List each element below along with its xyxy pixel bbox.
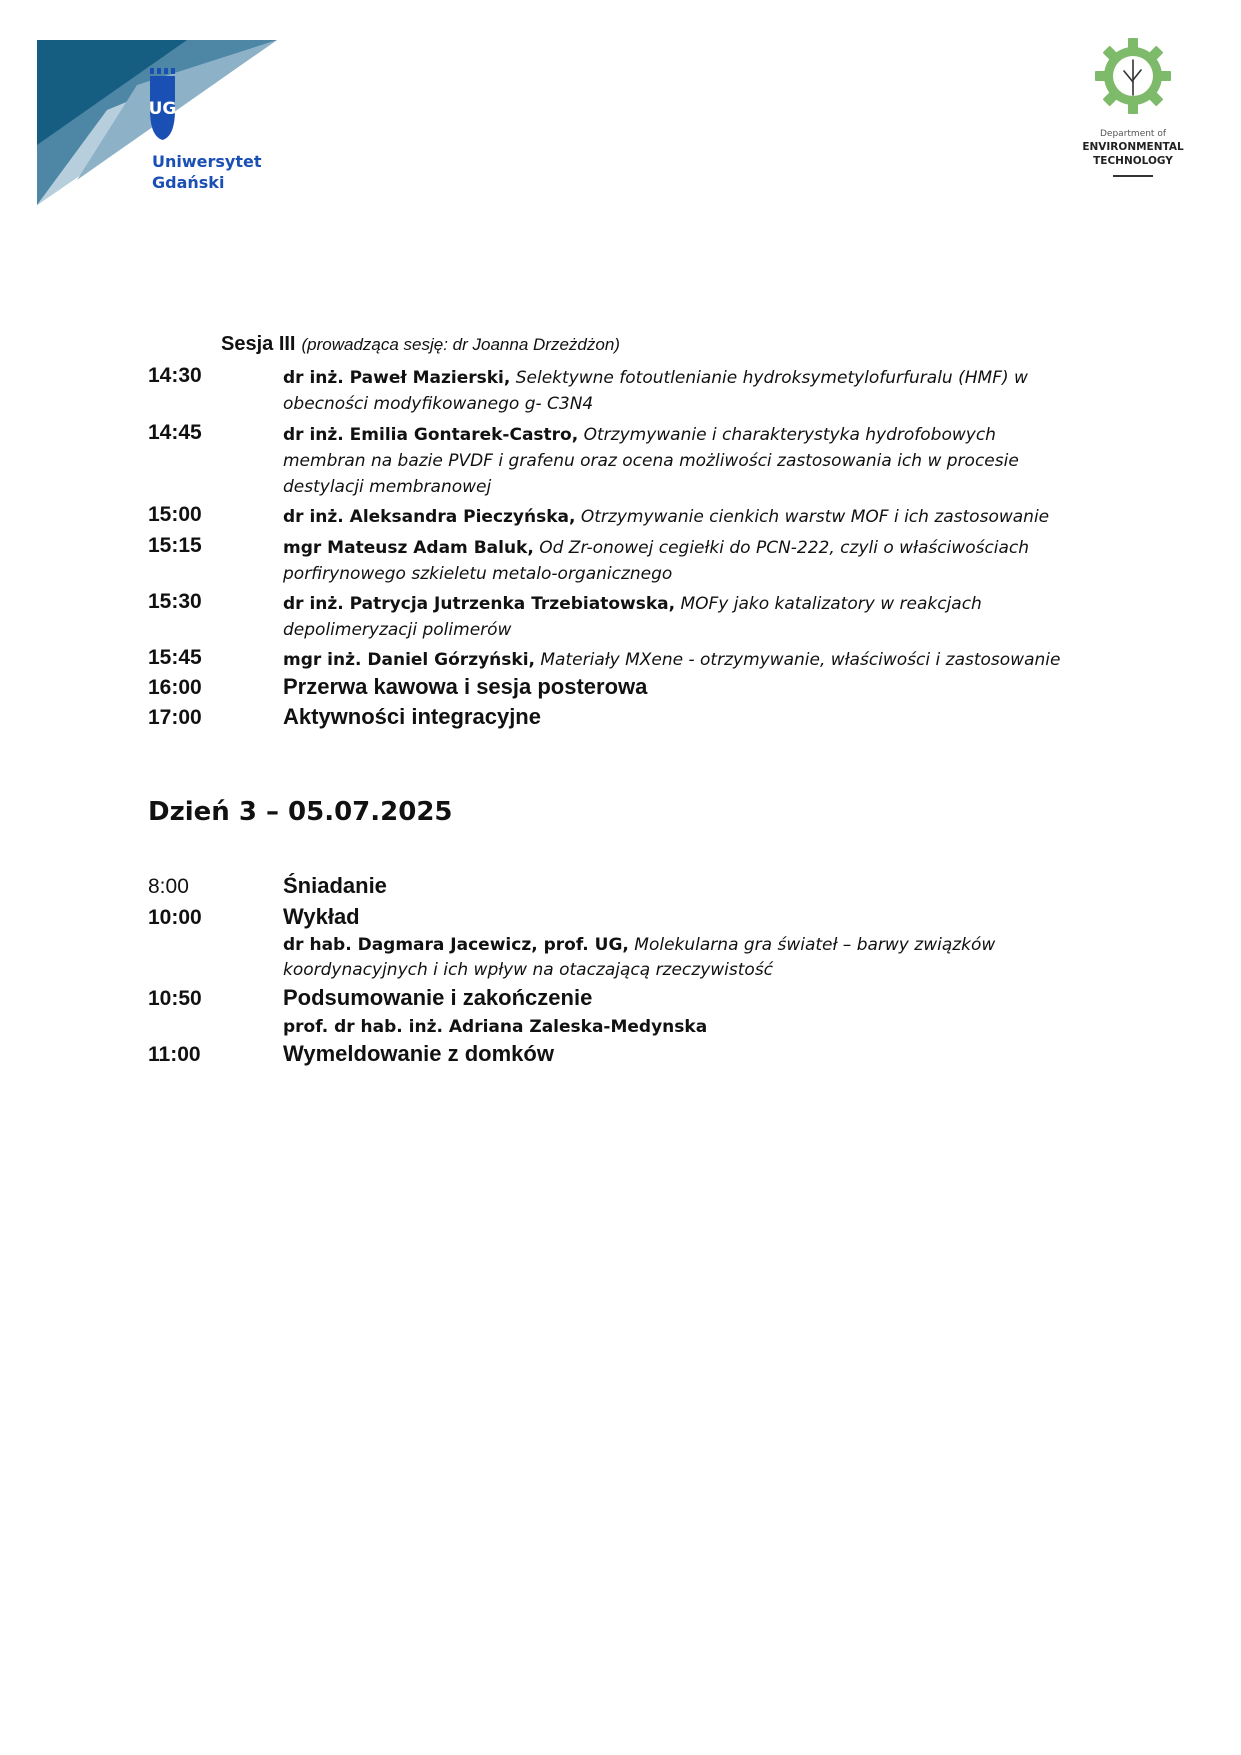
- session-chair: (prowadząca sesję: dr Joanna Drzeżdżon): [301, 335, 620, 354]
- department-prefix: Department of: [1100, 129, 1166, 139]
- talk-speaker: dr inż. Paweł Mazierski,: [283, 368, 511, 388]
- closing-speaker: prof. dr hab. inż. Adriana Zaleska-Medynska: [283, 1017, 708, 1037]
- talk-entry: [283, 591, 1083, 643]
- talk-entry: [283, 365, 1083, 417]
- day3-time: 11:00: [148, 1043, 201, 1066]
- talk-speaker: dr inż. Patrycja Jutrzenka Trzebiatowska,: [283, 594, 676, 614]
- talk-title: MOFy jako katalizatory w reakcjach depolimeryzacji polimerów: [283, 594, 982, 640]
- talk-time: 15:45: [148, 646, 202, 669]
- talk-entry: [283, 422, 1083, 500]
- talk-title: Otrzymywanie i charakterystyka hydrofobowych membran na bazie PVDF i grafenu oraz ocena możliwości zastosowania ich w procesie destylacji membranowej: [283, 425, 1019, 497]
- day3-label: Podsumowanie i zakończenie: [283, 985, 593, 1010]
- session-name: Sesja III: [221, 333, 296, 355]
- talk-title: Materiały MXene - otrzymywanie, właściwości i zastosowanie: [540, 650, 1061, 670]
- break-time: 17:00: [148, 706, 202, 729]
- day3-label: Śniadanie: [283, 873, 387, 898]
- talk-title: Od Zr-onowej cegiełki do PCN-222, czyli o właściwościach porfirynowego szkieletu metalo-organicznego: [283, 538, 1030, 584]
- talk-time: 14:45: [148, 421, 202, 444]
- talk-time: 15:15: [148, 534, 202, 557]
- lecture-entry: [283, 933, 1083, 983]
- university-name: [152, 151, 262, 193]
- department-name: [1060, 128, 1206, 168]
- talk-speaker: dr inż. Aleksandra Pieczyńska,: [283, 507, 576, 527]
- talk-entry: [283, 504, 1083, 530]
- talk-speaker: dr inż. Emilia Gontarek-Castro,: [283, 425, 579, 445]
- break-label: Przerwa kawowa i sesja posterowa: [283, 674, 648, 699]
- talk-title: Selektywne fotoutlenianie hydroksymetylofurfuralu (HMF) w obecności modyfikowanego g- C3N4: [283, 368, 1028, 414]
- university-name-line1: Uniwersytet: [152, 152, 262, 171]
- day-heading: Dzień 3 – 05.07.2025: [148, 797, 453, 827]
- day3-label: Wymeldowanie z domków: [283, 1041, 554, 1066]
- department-line2: ENVIRONMENTAL: [1082, 141, 1184, 153]
- ug-monogram: UG: [148, 99, 177, 119]
- talk-title: Otrzymywanie cienkich warstw MOF i ich zastosowanie: [580, 507, 1050, 527]
- session-header: [221, 333, 620, 356]
- talk-time: 15:30: [148, 590, 202, 613]
- lecture-title: Molekularna gra świateł – barwy związków koordynacyjnych i ich wpływ na otaczającą rzeczywistość: [283, 935, 996, 980]
- gear-tree-icon: [1095, 38, 1171, 114]
- day3-time: 10:50: [148, 987, 202, 1010]
- university-name-line2: Gdański: [152, 173, 225, 192]
- break-label: Aktywności integracyjne: [283, 704, 541, 729]
- talk-entry: [283, 535, 1083, 587]
- day3-label: Wykład: [283, 904, 360, 929]
- day3-time: 10:00: [148, 906, 202, 929]
- closing-entry: [283, 1015, 1083, 1040]
- lecture-speaker: dr hab. Dagmara Jacewicz, prof. UG,: [283, 935, 629, 955]
- talk-entry: [283, 647, 1083, 673]
- day3-time: 8:00: [148, 875, 189, 898]
- break-time: 16:00: [148, 676, 202, 699]
- department-underline: [1113, 175, 1153, 177]
- talk-speaker: mgr inż. Daniel Górzyński,: [283, 650, 535, 670]
- talk-time: 15:00: [148, 503, 202, 526]
- department-line3: TECHNOLOGY: [1093, 155, 1173, 167]
- talk-speaker: mgr Mateusz Adam Baluk,: [283, 538, 534, 558]
- talk-time: 14:30: [148, 364, 202, 387]
